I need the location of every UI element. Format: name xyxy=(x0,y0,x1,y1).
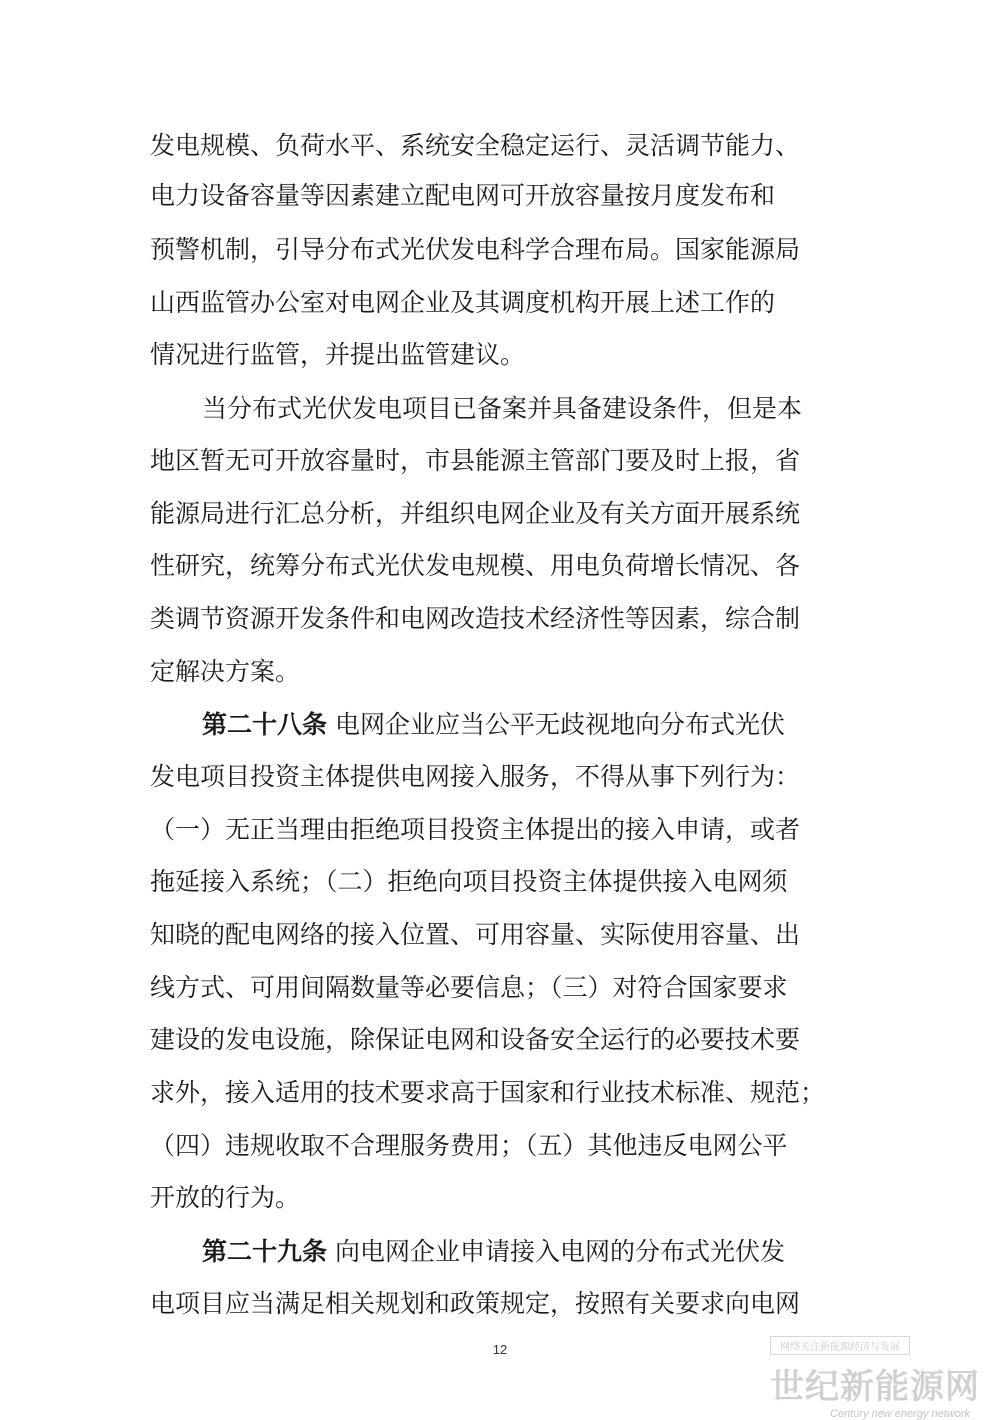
line-text: 电力设备容量等因素建立配电网可开放容量按月度发布和 xyxy=(150,181,776,210)
watermark-logo-text: 世纪新能源网 xyxy=(770,1367,980,1407)
watermark xyxy=(770,1336,980,1420)
text-line xyxy=(150,288,775,318)
text-line xyxy=(150,235,800,265)
line-text: 拖延接入系统；（二）拒绝向项目投资主体提供接入电网须 xyxy=(150,867,788,896)
line-text: 知晓的配电网络的接入位置、可用容量、实际使用容量、出 xyxy=(150,920,801,949)
text-line xyxy=(150,867,788,897)
text-line xyxy=(150,815,800,845)
text-line xyxy=(150,604,800,634)
line-text: 类调节资源开发条件和电网改造技术经济性等因素，综合制 xyxy=(150,604,801,633)
text-line xyxy=(150,499,800,529)
article-29-heading: 第二十九条 xyxy=(202,1237,328,1266)
line-text: 开放的行为。 xyxy=(150,1183,301,1212)
line-text: 地区暂无可开放容量时，市县能源主管部门要及时上报，省 xyxy=(150,446,801,475)
text-line xyxy=(150,762,800,792)
line-text: 能源局进行汇总分析，并组织电网企业及有关方面开展系统 xyxy=(150,499,801,528)
text-line xyxy=(150,1289,800,1319)
line-text: 当分布式光伏发电项目已备案并具备建设条件，但是本 xyxy=(202,394,803,423)
text-line xyxy=(150,551,800,581)
line-text: 定解决方案。 xyxy=(150,657,301,686)
watermark-subtitle: Century new energy network xyxy=(830,1408,971,1420)
page-number: 12 xyxy=(492,1342,508,1357)
line-text: （一）无正当理由拒绝项目投资主体提出的接入申请，或者 xyxy=(150,815,801,844)
text-line xyxy=(150,920,800,950)
text-line xyxy=(150,131,850,161)
article-28-first-line xyxy=(202,710,785,740)
line-text: （四）违规收取不合理服务费用；（五）其他违反电网公平 xyxy=(150,1131,788,1160)
line-text: 建设的发电设施，除保证电网和设备安全运行的必要技术要 xyxy=(150,1025,801,1054)
text-line xyxy=(150,1025,800,1055)
text-line xyxy=(150,1183,300,1213)
watermark-tagline: 网络关注新能源经济与发展 xyxy=(770,1336,910,1355)
text-line xyxy=(150,1131,788,1161)
line-text: 发电项目投资主体提供电网接入服务，不得从事下列行为： xyxy=(150,762,801,791)
article-28-heading: 第二十八条 xyxy=(202,710,328,739)
text-line xyxy=(150,340,525,370)
text-line xyxy=(150,973,788,1003)
line-text: 求外，接入适用的技术要求高于国家和行业技术标准、规范； xyxy=(150,1078,826,1107)
line-text: 电项目应当满足相关规划和政策规定，按照有关要求向电网 xyxy=(150,1289,801,1318)
line-text: 发电规模、负荷水平、系统安全稳定运行、灵活调节能力、 xyxy=(150,131,801,160)
article-29-first-line xyxy=(202,1237,785,1267)
paragraph-first-line xyxy=(202,394,802,424)
line-text: 性研究，统筹分布式光伏发电规模、用电负荷增长情况、各 xyxy=(150,551,801,580)
text-line xyxy=(150,657,300,687)
line-text: 情况进行监管，并提出监管建议。 xyxy=(150,340,526,369)
line-text: 预警机制，引导分布式光伏发电科学合理布局。国家能源局 xyxy=(150,235,801,264)
text-line xyxy=(150,446,800,476)
line-text: 向电网企业申请接入电网的分布式光伏发 xyxy=(334,1237,785,1266)
text-line xyxy=(150,1078,825,1108)
text-line xyxy=(150,181,775,211)
line-text: 线方式、可用间隔数量等必要信息；（三）对符合国家要求 xyxy=(150,973,788,1002)
line-text: 山西监管办公室对电网企业及其调度机构开展上述工作的 xyxy=(150,288,776,317)
line-text: 电网企业应当公平无歧视地向分布式光伏 xyxy=(334,710,785,739)
